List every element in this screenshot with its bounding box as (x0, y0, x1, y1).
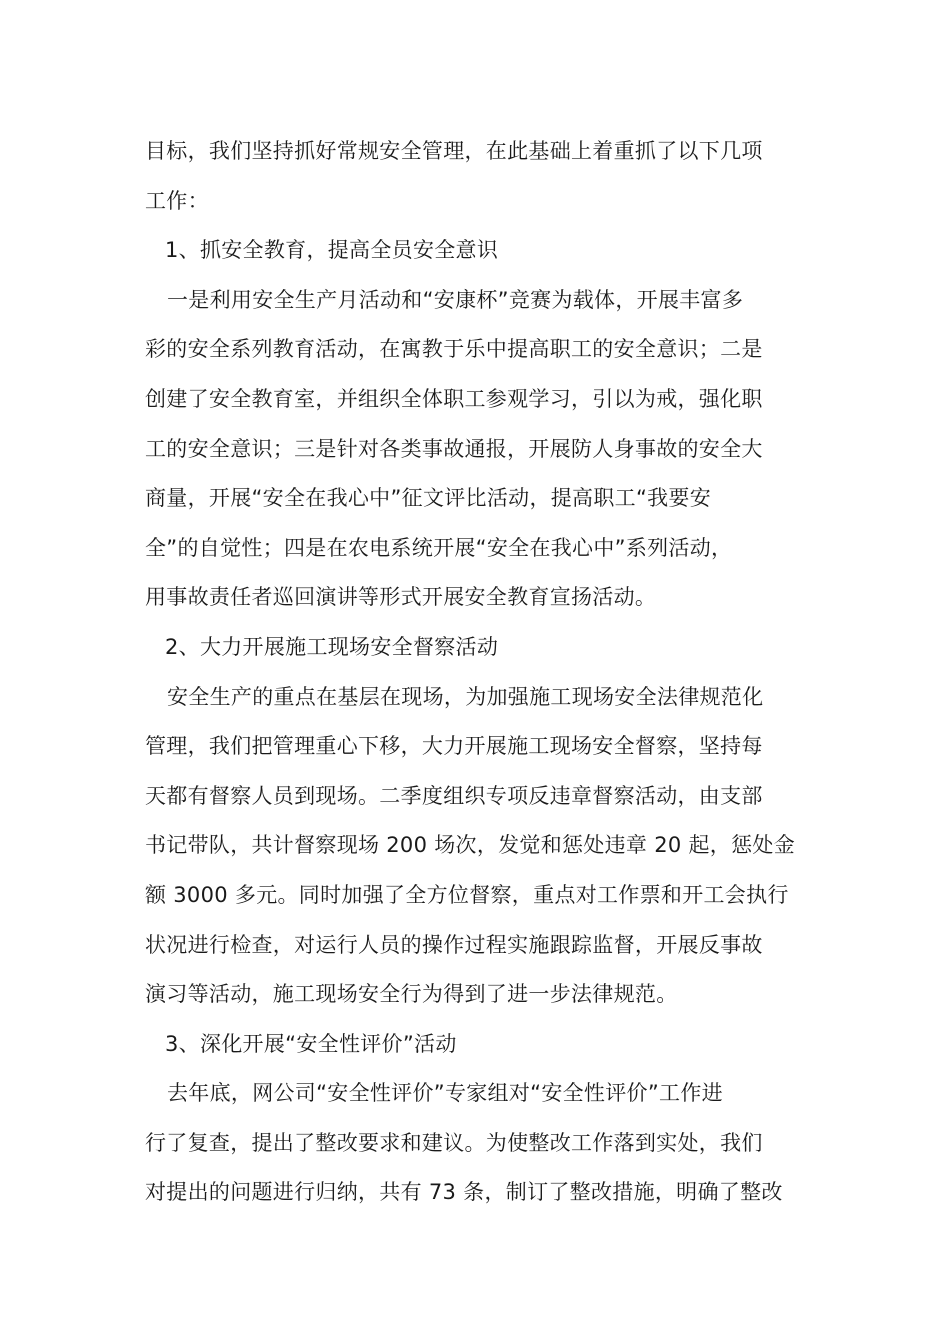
paragraph-first-line: 一是利用安全生产月活动和“安康杯”竞赛为载体，开展丰富多 (167, 287, 744, 312)
text-line: 书记带队，共计督察现场 200 场次，发觉和惩处违章 20 起，惩处金 (145, 833, 796, 858)
section-heading: 3、深化开展“安全性评价”活动 (165, 1031, 457, 1056)
section-heading: 2、大力开展施工现场安全督察活动 (165, 634, 499, 659)
section-heading: 1、抓安全教育，提高全员安全意识 (165, 238, 499, 263)
text-line: 天都有督察人员到现场。二季度组织专项反违章督察活动，由支部 (145, 783, 763, 808)
paragraph-first-line: 安全生产的重点在基层在现场，为加强施工现场安全法律规范化 (167, 684, 764, 709)
text-line: 状况进行检查，对运行人员的操作过程实施跟踪监督，开展反事故 (145, 932, 763, 957)
text-line: 对提出的问题进行归纳，共有 73 条，制订了整改措施，明确了整改 (145, 1180, 783, 1205)
text-line: 行了复查，提出了整改要求和建议。为使整改工作落到实处，我们 (145, 1130, 763, 1155)
text-line: 目标，我们坚持抓好常规安全管理，在此基础上着重抓了以下几项 (145, 139, 763, 163)
text-line: 全”的自觉性；四是在农电系统开展“安全在我心中”系列活动， (145, 535, 733, 560)
text-line: 工作： (145, 188, 209, 213)
document-body (145, 127, 815, 1218)
text-line: 商量，开展“安全在我心中”征文评比活动，提高职工“我要安 (145, 486, 712, 511)
text-line: 用事故责任者巡回演讲等形式开展安全教育宣扬活动。 (145, 585, 657, 610)
text-line: 演习等活动，施工现场安全行为得到了进一步法律规范。 (145, 982, 678, 1007)
text-line: 额 3000 多元。同时加强了全方位督察，重点对工作票和开工会执行 (145, 882, 789, 907)
text-line: 创建了安全教育室，并组织全体职工参观学习，引以为戒，强化职 (145, 386, 763, 411)
paragraph-first-line: 去年底，网公司“安全性评价”专家组对“安全性评价”工作进 (167, 1081, 723, 1106)
text-line: 工的安全意识；三是针对各类事故通报，开展防人身事故的安全大 (145, 436, 763, 461)
text-line: 管理，我们把管理重心下移，大力开展施工现场安全督察，坚持每 (145, 734, 763, 759)
text-line: 彩的安全系列教育活动，在寓教于乐中提高职工的安全意识；二是 (145, 337, 763, 362)
